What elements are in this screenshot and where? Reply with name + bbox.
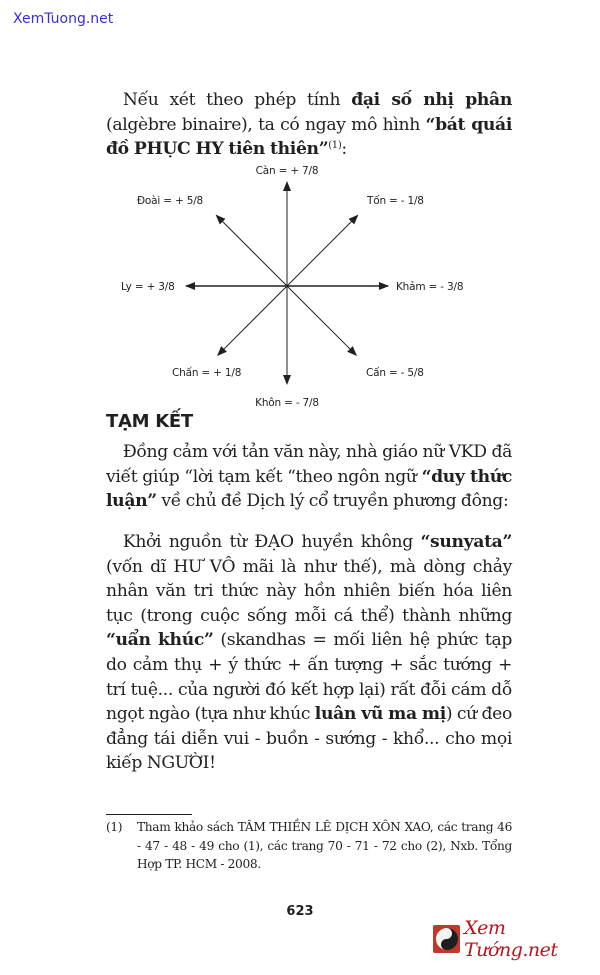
site-watermark[interactable]: XemTuong.net xyxy=(13,11,114,27)
p3-text-4: ) cứ đeo đẳng tái diễn vui - buồn - sướng - khổ... cho mọi kiếp NGƯỜI! xyxy=(106,704,512,774)
footnote-ref[interactable]: (1) xyxy=(328,140,342,152)
label-ly-west: Ly = + 3/8 xyxy=(121,281,175,293)
footnote-text: Tham khảo sách TÂM THIỀN LÊ DỊCH XÔN XAO, các trang 46 - 47 - 48 - 49 cho (1), các trang 70 - 71 - 72 cho (2), Nxb. Tổng Hợp TP. HCM - 2008. xyxy=(137,820,512,872)
footnote xyxy=(106,818,512,874)
arrow-can-southeast xyxy=(287,286,356,355)
label-can-north: Càn = + 7/8 xyxy=(255,165,319,177)
intro-text-middle: (algèbre binaire), ta có ngay mô hình xyxy=(106,114,426,135)
p3-bold-2: “uẩn khúc” xyxy=(106,630,214,651)
p3-text-2: (vốn dĩ HƯ VÔ mãi là như thế), mà dòng chảy nhân văn tri thức này hồn nhiên biến hóa liên tục (trong cuộc sống mỗi cá thể) thành những xyxy=(106,556,512,626)
logo-text: Xem Tướng.net xyxy=(464,917,558,961)
p2-text-after: về chủ đề Dịch lý cổ truyền phương đông: xyxy=(156,491,509,512)
label-doai-northwest: Đoài = + 5/8 xyxy=(137,195,204,207)
intro-text-after: : xyxy=(341,139,347,160)
label-can-southeast: Cấn = - 5/8 xyxy=(366,367,424,379)
arrow-ton-northeast xyxy=(287,215,358,286)
paragraph-3 xyxy=(106,530,512,776)
page-number: 623 xyxy=(286,904,314,919)
arrow-chan-southwest xyxy=(218,286,287,355)
intro-bold-1: đại số nhị phân xyxy=(351,90,512,110)
paragraph-2 xyxy=(106,440,512,514)
p3-text-1: Khởi nguồn từ ĐẠO huyền không xyxy=(122,532,421,552)
label-chan-southwest: Chấn = + 1/8 xyxy=(172,367,242,379)
footnote-number: (1) xyxy=(106,820,123,834)
site-logo[interactable] xyxy=(433,917,600,961)
section-heading: TẠM KẾT xyxy=(106,411,193,432)
p2-text-before: Đồng cảm với tản văn này, nhà giáo nữ VKD đã viết giúp “lời tạm kết “theo ngôn ngữ xyxy=(106,442,512,487)
diagram-labels xyxy=(121,165,463,409)
label-kham-east: Khảm = - 3/8 xyxy=(396,281,464,293)
bagua-diagram xyxy=(0,0,600,420)
diagram-arrows xyxy=(186,182,388,384)
p3-bold-3: luân vũ ma mị xyxy=(314,704,446,725)
intro-bold-2: “bát quái đồ PHỤC HY tiên thiên” xyxy=(106,114,512,160)
label-ton-northeast: Tốn = - 1/8 xyxy=(367,195,424,207)
footnote-divider xyxy=(106,814,192,815)
arrow-doai-northwest xyxy=(216,215,287,286)
p2-bold: “duy thức luận” xyxy=(106,466,512,512)
intro-text-before: Nếu xét theo phép tính xyxy=(122,90,352,110)
p3-text-3: (skandhas = mối liên hệ phức tạp do cảm thụ + ý thức + ấn tượng + sắc tướng + trí tuệ... của người đó kết hợp lại) rất đỗi cám dỗ ngọt ngào (tựa như khúc xyxy=(106,630,512,725)
p3-bold-1: “sunyata” xyxy=(420,532,512,552)
label-khon-south: Khôn = - 7/8 xyxy=(255,397,319,409)
yin-yang-icon xyxy=(433,925,460,953)
